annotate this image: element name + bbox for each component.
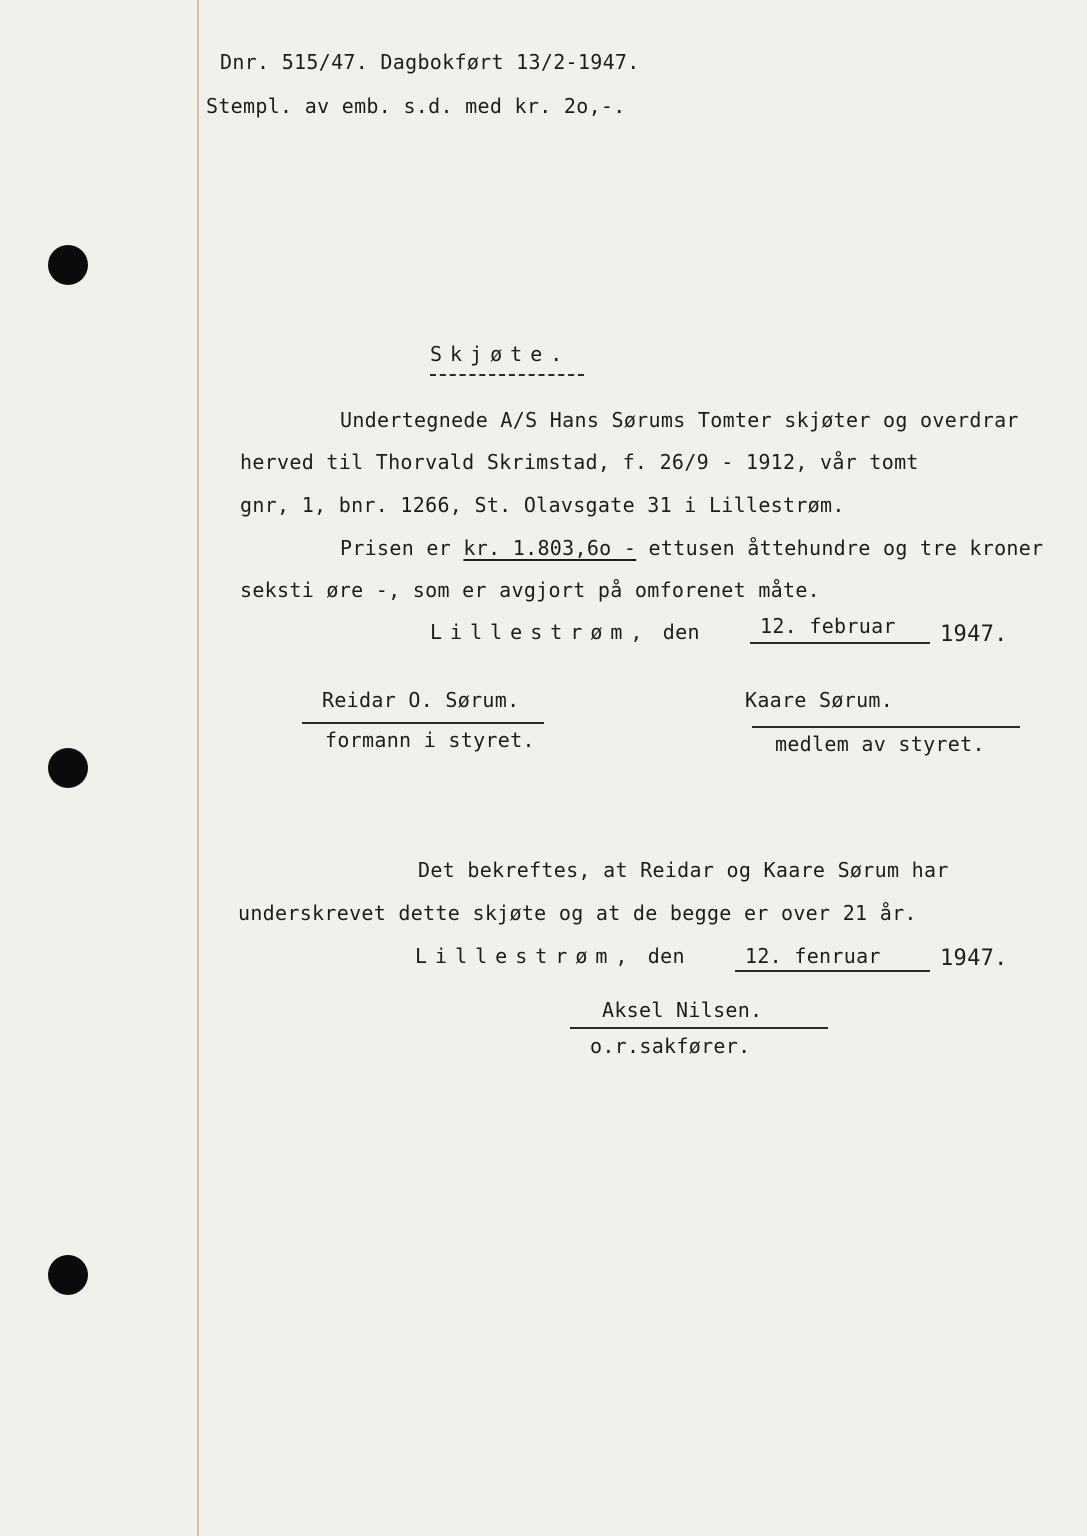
title-underline <box>430 374 584 376</box>
document-title: Skjøte. <box>430 342 571 366</box>
punch-hole-top <box>48 245 88 285</box>
signature-line-left <box>302 722 544 724</box>
date-den: den <box>662 620 700 644</box>
date-place-2: Lillestrøm, <box>415 944 636 968</box>
attesting-signature-line <box>570 1027 828 1029</box>
attestation-line-1: Det bekreftes, at Reidar og Kaare Sørum har <box>418 858 949 882</box>
date-place: Lillestrøm, <box>430 620 651 644</box>
signer-right-role: medlem av styret. <box>775 732 985 756</box>
registration-line: Dnr. 515/47. Dagbokført 13/2-1947. <box>220 50 640 74</box>
attestation-line-2: underskrevet dette skjøte og at de begge er over 21 år. <box>238 901 917 925</box>
date-underline-2 <box>735 970 930 972</box>
date-day-2: 12. fenruar <box>745 944 881 968</box>
date-line-2 <box>415 946 685 966</box>
price-words: ettusen åttehundre og tre kroner <box>636 536 1044 560</box>
price-amount: kr. 1.803,6o - <box>463 536 637 560</box>
price-prefix: Prisen er <box>340 536 464 560</box>
price-line-2: seksti øre -, som er avgjort på omforenet måte. <box>240 578 821 602</box>
stamp-line: Stempl. av emb. s.d. med kr. 2o,-. <box>206 94 626 118</box>
date-underline <box>750 642 930 644</box>
date-year-2: 1947. <box>940 946 1008 971</box>
attesting-signer-role: o.r.sakfører. <box>590 1034 751 1058</box>
date-year: 1947. <box>940 622 1008 647</box>
signer-right-name: Kaare Sørum. <box>745 688 894 712</box>
signature-line-right <box>752 726 1020 728</box>
date-line-1 <box>430 622 700 642</box>
body-line-1: Undertegnede A/S Hans Sørums Tomter skjøter og overdrar <box>340 408 1019 432</box>
punch-hole-bottom <box>48 1255 88 1295</box>
signer-left-name: Reidar O. Sørum. <box>322 688 520 712</box>
attesting-signer-name: Aksel Nilsen. <box>602 998 763 1022</box>
margin-rule <box>197 0 199 1536</box>
body-line-3: gnr, 1, bnr. 1266, St. Olavsgate 31 i Lillestrøm. <box>240 493 845 517</box>
date-den-2: den <box>647 944 685 968</box>
punch-hole-middle <box>48 748 88 788</box>
price-line <box>340 538 1043 558</box>
date-day: 12. februar <box>760 614 896 638</box>
signer-left-role: formann i styret. <box>325 728 535 752</box>
body-line-2: herved til Thorvald Skrimstad, f. 26/9 - 1912, vår tomt <box>240 450 919 474</box>
